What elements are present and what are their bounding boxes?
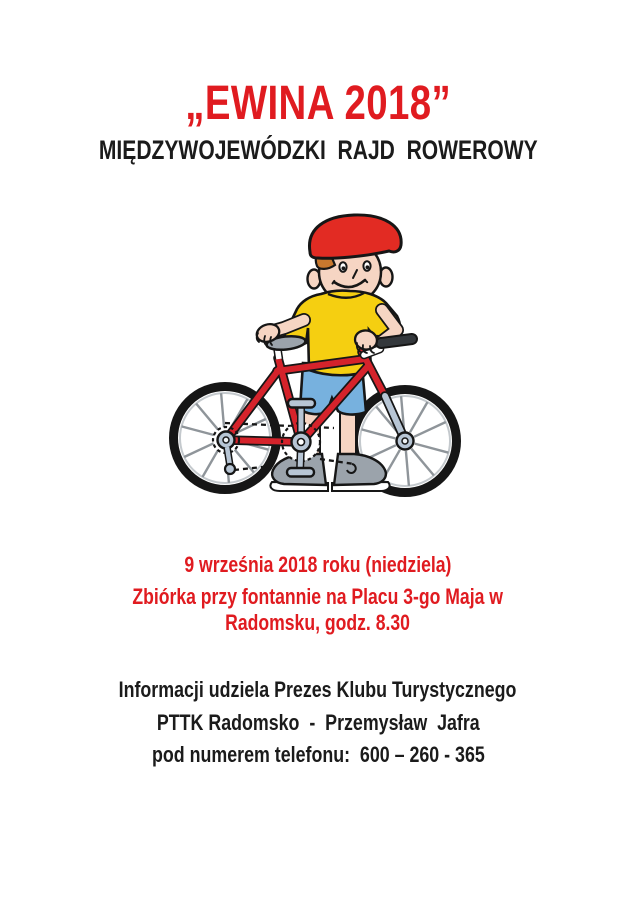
meeting-line-2: Radomsku, godz. 8.30: [225, 610, 411, 635]
contact-line-2: PTTK Radomsko - Przemysław Jafra: [156, 710, 480, 735]
event-date: 9 września 2018 roku (niedziela): [184, 552, 452, 577]
helmet: [309, 215, 401, 258]
chain-stay: [226, 440, 301, 442]
page-title-text: „EWINA 2018”: [185, 77, 451, 130]
right-eye: [366, 265, 370, 269]
poster-subtitle-text: MIĘDZYWOJEWÓDZKI RAJD ROWEROWY: [98, 135, 538, 165]
rear-hub: [218, 432, 236, 475]
handlebar-grip: [381, 339, 412, 343]
boy-with-bicycle-illustration: [158, 200, 478, 500]
meeting-info: [0, 584, 636, 636]
meeting-line-1: Zbiórka przy fontannie na Placu 3-go Maja w: [132, 584, 504, 609]
lower-pedal: [287, 468, 314, 477]
contact-line-1: Informacji udziela Prezes Klubu Turystycznego: [119, 677, 517, 702]
upper-pedal: [288, 399, 315, 408]
front-hub: [397, 433, 414, 450]
page-title: [0, 79, 636, 129]
left-eye: [342, 266, 346, 270]
right-shoe: [332, 454, 390, 491]
poster-subtitle: [0, 135, 636, 165]
contact-line-3: pod numerem telefonu: 600 – 260 - 365: [151, 742, 485, 767]
